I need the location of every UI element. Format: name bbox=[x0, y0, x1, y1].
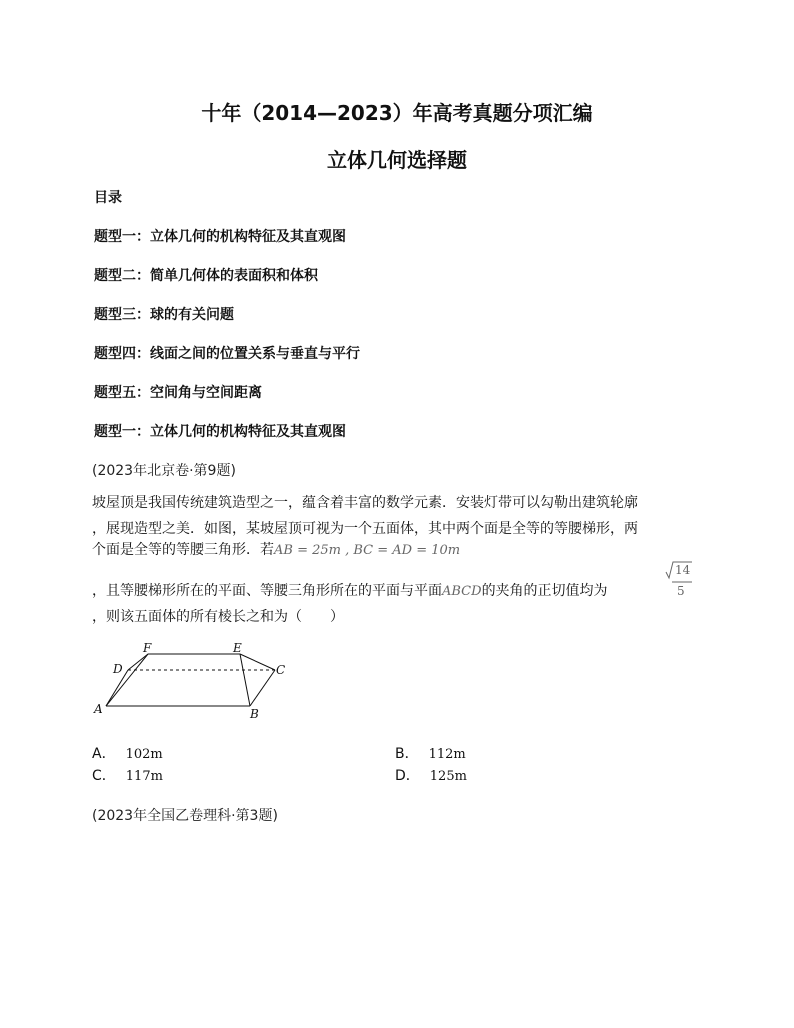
option-c-letter: C． bbox=[92, 768, 116, 784]
problem-source: (2023年北京卷·第9题) bbox=[92, 463, 236, 479]
problem-line-2: ，展现造型之美．如图，某坡屋顶可视为一个五面体，其中两个面是全等的等腰梯形，两 bbox=[92, 521, 638, 537]
fraction-numerator: 14 bbox=[675, 563, 691, 577]
option-a-value: 102m bbox=[125, 747, 163, 762]
option-b[interactable] bbox=[395, 743, 466, 763]
vertex-label-a: A bbox=[94, 702, 103, 716]
problem-line-4 bbox=[92, 578, 712, 605]
option-d-letter: D． bbox=[395, 768, 420, 784]
vertex-label-e: E bbox=[233, 641, 242, 655]
edge-ec bbox=[240, 654, 275, 670]
option-b-letter: B． bbox=[395, 746, 419, 762]
problem-condition-math: AB = 25m , BC = AD = 10m bbox=[274, 543, 461, 558]
section-heading: 题型一：立体几何的机构特征及其直观图 bbox=[94, 424, 346, 440]
option-c-value: 117m bbox=[125, 769, 163, 784]
toc-item-3[interactable]: 题型三：球的有关问题 bbox=[94, 307, 234, 323]
edge-bc bbox=[250, 670, 275, 706]
vertex-label-c: C bbox=[276, 663, 286, 677]
option-a[interactable] bbox=[92, 743, 163, 763]
tangent-fraction bbox=[664, 560, 696, 600]
vertex-label-f: F bbox=[143, 641, 152, 655]
problem-line-3-text: 个面是全等的等腰三角形．若 bbox=[92, 542, 274, 558]
toc-item-4[interactable]: 题型四：线面之间的位置关系与垂直与平行 bbox=[94, 346, 360, 362]
page-title: 十年（2014—2023）年高考真题分项汇编 bbox=[201, 101, 593, 125]
option-d-value: 125m bbox=[429, 769, 467, 784]
page-subtitle: 立体几何选择题 bbox=[327, 148, 467, 172]
toc-label: 目录 bbox=[94, 190, 122, 206]
plane-abcd-math: ABCD bbox=[442, 584, 482, 599]
problem-2-source: (2023年全国乙卷理科·第3题) bbox=[92, 808, 278, 824]
fraction-denominator: 5 bbox=[677, 584, 685, 598]
option-a-letter: A． bbox=[92, 746, 116, 762]
toc-item-2[interactable]: 题型二：简单几何体的表面积和体积 bbox=[94, 268, 318, 284]
edge-eb bbox=[240, 654, 250, 706]
problem-line-3 bbox=[92, 537, 712, 564]
toc-item-5[interactable]: 题型五：空间角与空间距离 bbox=[94, 385, 262, 401]
problem-line-5: ，则该五面体的所有棱长之和为（ ） bbox=[92, 609, 344, 625]
option-c[interactable] bbox=[92, 765, 163, 785]
vertex-label-b: B bbox=[250, 707, 259, 721]
vertex-label-d: D bbox=[113, 662, 123, 676]
option-d[interactable] bbox=[395, 765, 467, 785]
option-b-value: 112m bbox=[428, 747, 466, 762]
pentahedron-figure bbox=[92, 640, 302, 722]
problem-line-4-text-a: ，且等腰梯形所在的平面、等腰三角形所在的平面与平面 bbox=[92, 583, 442, 599]
problem-line-4-text-b: 的夹角的正切值均为 bbox=[481, 583, 608, 599]
edge-df bbox=[128, 654, 148, 670]
problem-line-1: 坡屋顶是我国传统建筑造型之一，蕴含着丰富的数学元素．安装灯带可以勾勒出建筑轮廓 bbox=[92, 495, 638, 511]
toc-item-1[interactable]: 题型一：立体几何的机构特征及其直观图 bbox=[94, 229, 346, 245]
